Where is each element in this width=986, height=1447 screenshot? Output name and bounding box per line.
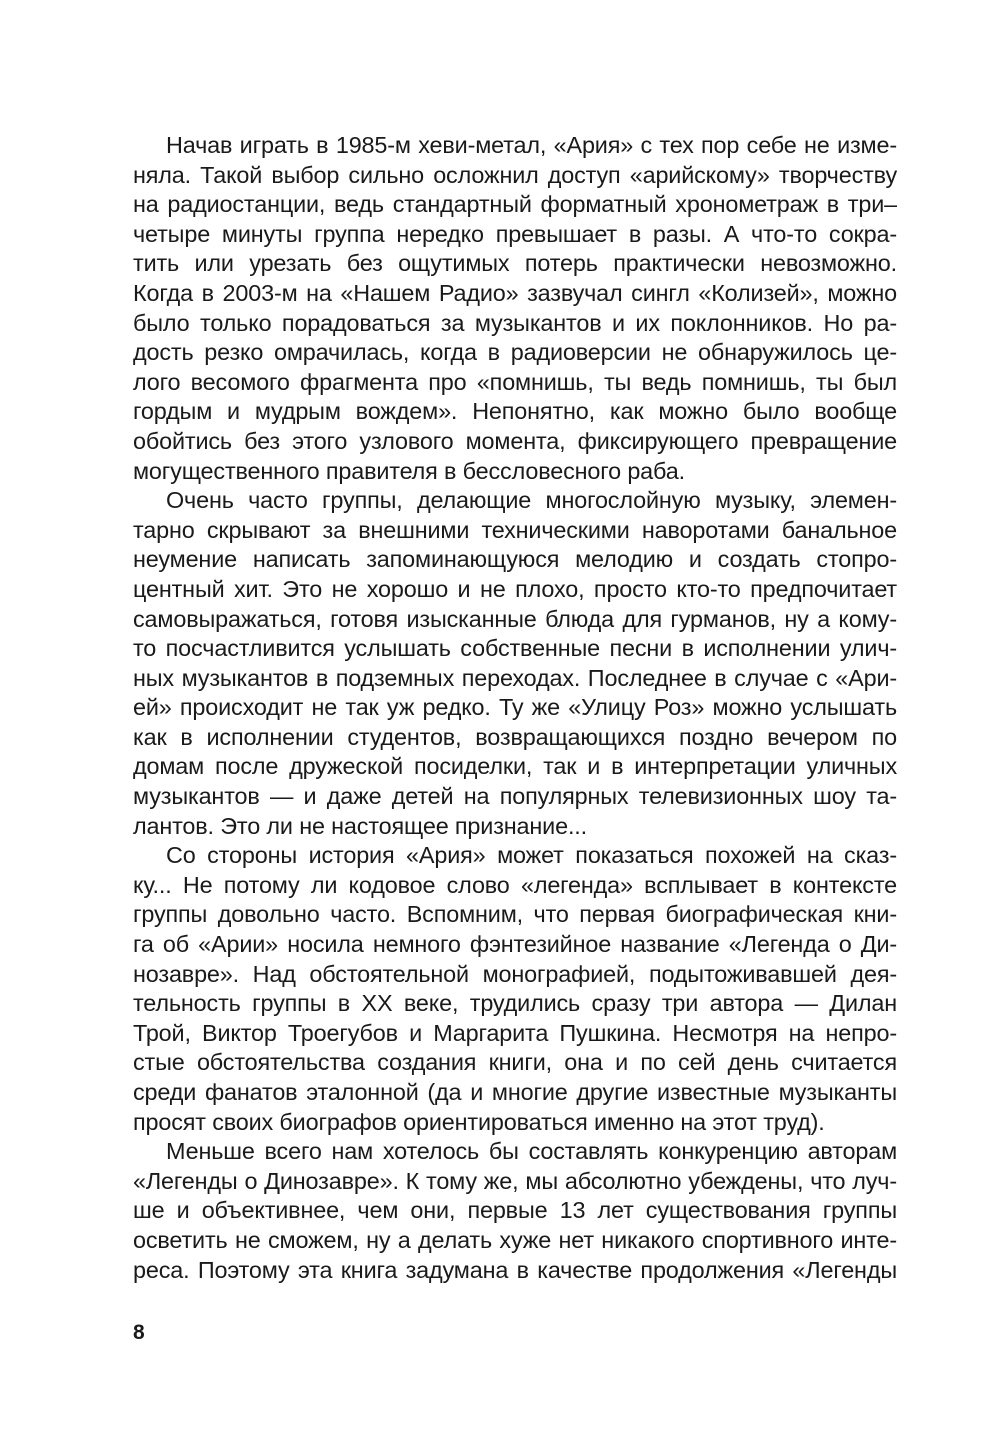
text-line: лантов. Это ли не настоящее признание... — [133, 812, 587, 839]
text-line: няла. Такой выбор сильно осложнил доступ «арийскому» творчеству — [133, 161, 897, 188]
text-line: нозавре». Над обстоятельной монографией, подытоживавшей дея- — [133, 960, 897, 987]
text-line: то посчастливится услышать собственные песни в исполнении улич- — [133, 635, 897, 662]
text-line: стые обстоятельства создания книги, она и по сей день считается — [133, 1049, 897, 1076]
page-number: 8 — [133, 1321, 145, 1344]
text-line: как в исполнении студентов, возвращающихся поздно вечером по — [133, 723, 897, 750]
text-line: центный хит. Это не хорошо и не плохо, просто кто-то предпочитает — [133, 575, 897, 602]
text-line: тельность группы в XX веке, трудились сразу три автора — Дилан — [133, 990, 897, 1017]
text-line: просят своих биографов ориентироваться именно на этот труд). — [133, 1108, 825, 1135]
text-line: Меньше всего нам хотелось бы составлять конкуренцию авторам — [166, 1138, 897, 1165]
text-line: ку... Не потому ли кодовое слово «легенда» всплывает в контексте — [133, 871, 897, 898]
text-line: реса. Поэтому эта книга задумана в качестве продолжения «Легенды — [133, 1256, 897, 1283]
text-line: тарно скрывают за внешними техническими наворотами банальное — [133, 516, 897, 543]
text-line: неумение написать запоминающуюся мелодию и создать стопро- — [133, 546, 897, 573]
body-text — [133, 131, 897, 1285]
text-line: «Легенды о Динозавре». К тому же, мы абсолютно убеждены, что луч- — [133, 1167, 897, 1194]
text-line: ей» происходит не так уж редко. Ту же «Улицу Роз» можно услышать — [133, 694, 897, 721]
text-line: га об «Арии» носила немного фэнтезийное название «Легенда о Ди- — [133, 931, 897, 958]
text-line: Когда в 2003-м на «Нашем Радио» зазвучал сингл «Колизей», можно — [133, 279, 897, 306]
text-line: группы довольно часто. Вспомним, что первая биографическая кни- — [133, 901, 897, 928]
text-line: ных музыкантов в подземных переходах. Последнее в случае с «Ари- — [133, 664, 897, 691]
text-line: ше и объективнее, чем они, первые 13 лет существования группы — [133, 1197, 897, 1224]
text-line: музыкантов — и даже детей на популярных телевизионных шоу та- — [133, 783, 897, 810]
text-line: среди фанатов эталонной (да и многие другие известные музыканты — [133, 1079, 897, 1105]
text-line: тить или урезать без ощутимых потерь практически невозможно. — [133, 250, 897, 277]
text-line: четыре минуты группа нередко превышает в разы. А что-то сокра- — [133, 220, 897, 247]
text-line: обойтись без этого узлового момента, фиксирующего превращение — [133, 427, 897, 454]
text-line: было только порадоваться за музыкантов и их поклонников. Но ра- — [133, 309, 897, 336]
text-line: лого весомого фрагмента про «помнишь, ты ведь помнишь, ты был — [133, 368, 897, 395]
text-line: самовыражаться, готовя изысканные блюда для гурманов, ну а кому- — [133, 605, 897, 632]
text-line: Со стороны история «Ария» может показаться похожей на сказ- — [166, 842, 897, 869]
text-line: Начав играть в 1985-м хеви-метал, «Ария» с тех пор себе не изме- — [166, 132, 897, 158]
text-line: домам после дружеской посиделки, так и в интерпретации уличных — [133, 753, 897, 780]
text-line: могущественного правителя в бессловесного раба. — [133, 457, 685, 484]
text-line: дость резко омрачилась, когда в радиоверсии не обнаружилось це- — [133, 339, 897, 366]
text-line: осветить не сможем, ну а делать хуже нет никакого спортивного инте- — [133, 1226, 897, 1253]
text-line: на радиостанции, ведь стандартный форматный хронометраж в три– — [133, 191, 897, 218]
text-line: Трой, Виктор Троегубов и Маргарита Пушкина. Несмотря на непро- — [133, 1019, 897, 1046]
text-line: гордым и мудрым вождем». Непонятно, как можно было вообще — [133, 398, 897, 425]
text-line: Очень часто группы, делающие многослойную музыку, элемен- — [166, 487, 897, 514]
